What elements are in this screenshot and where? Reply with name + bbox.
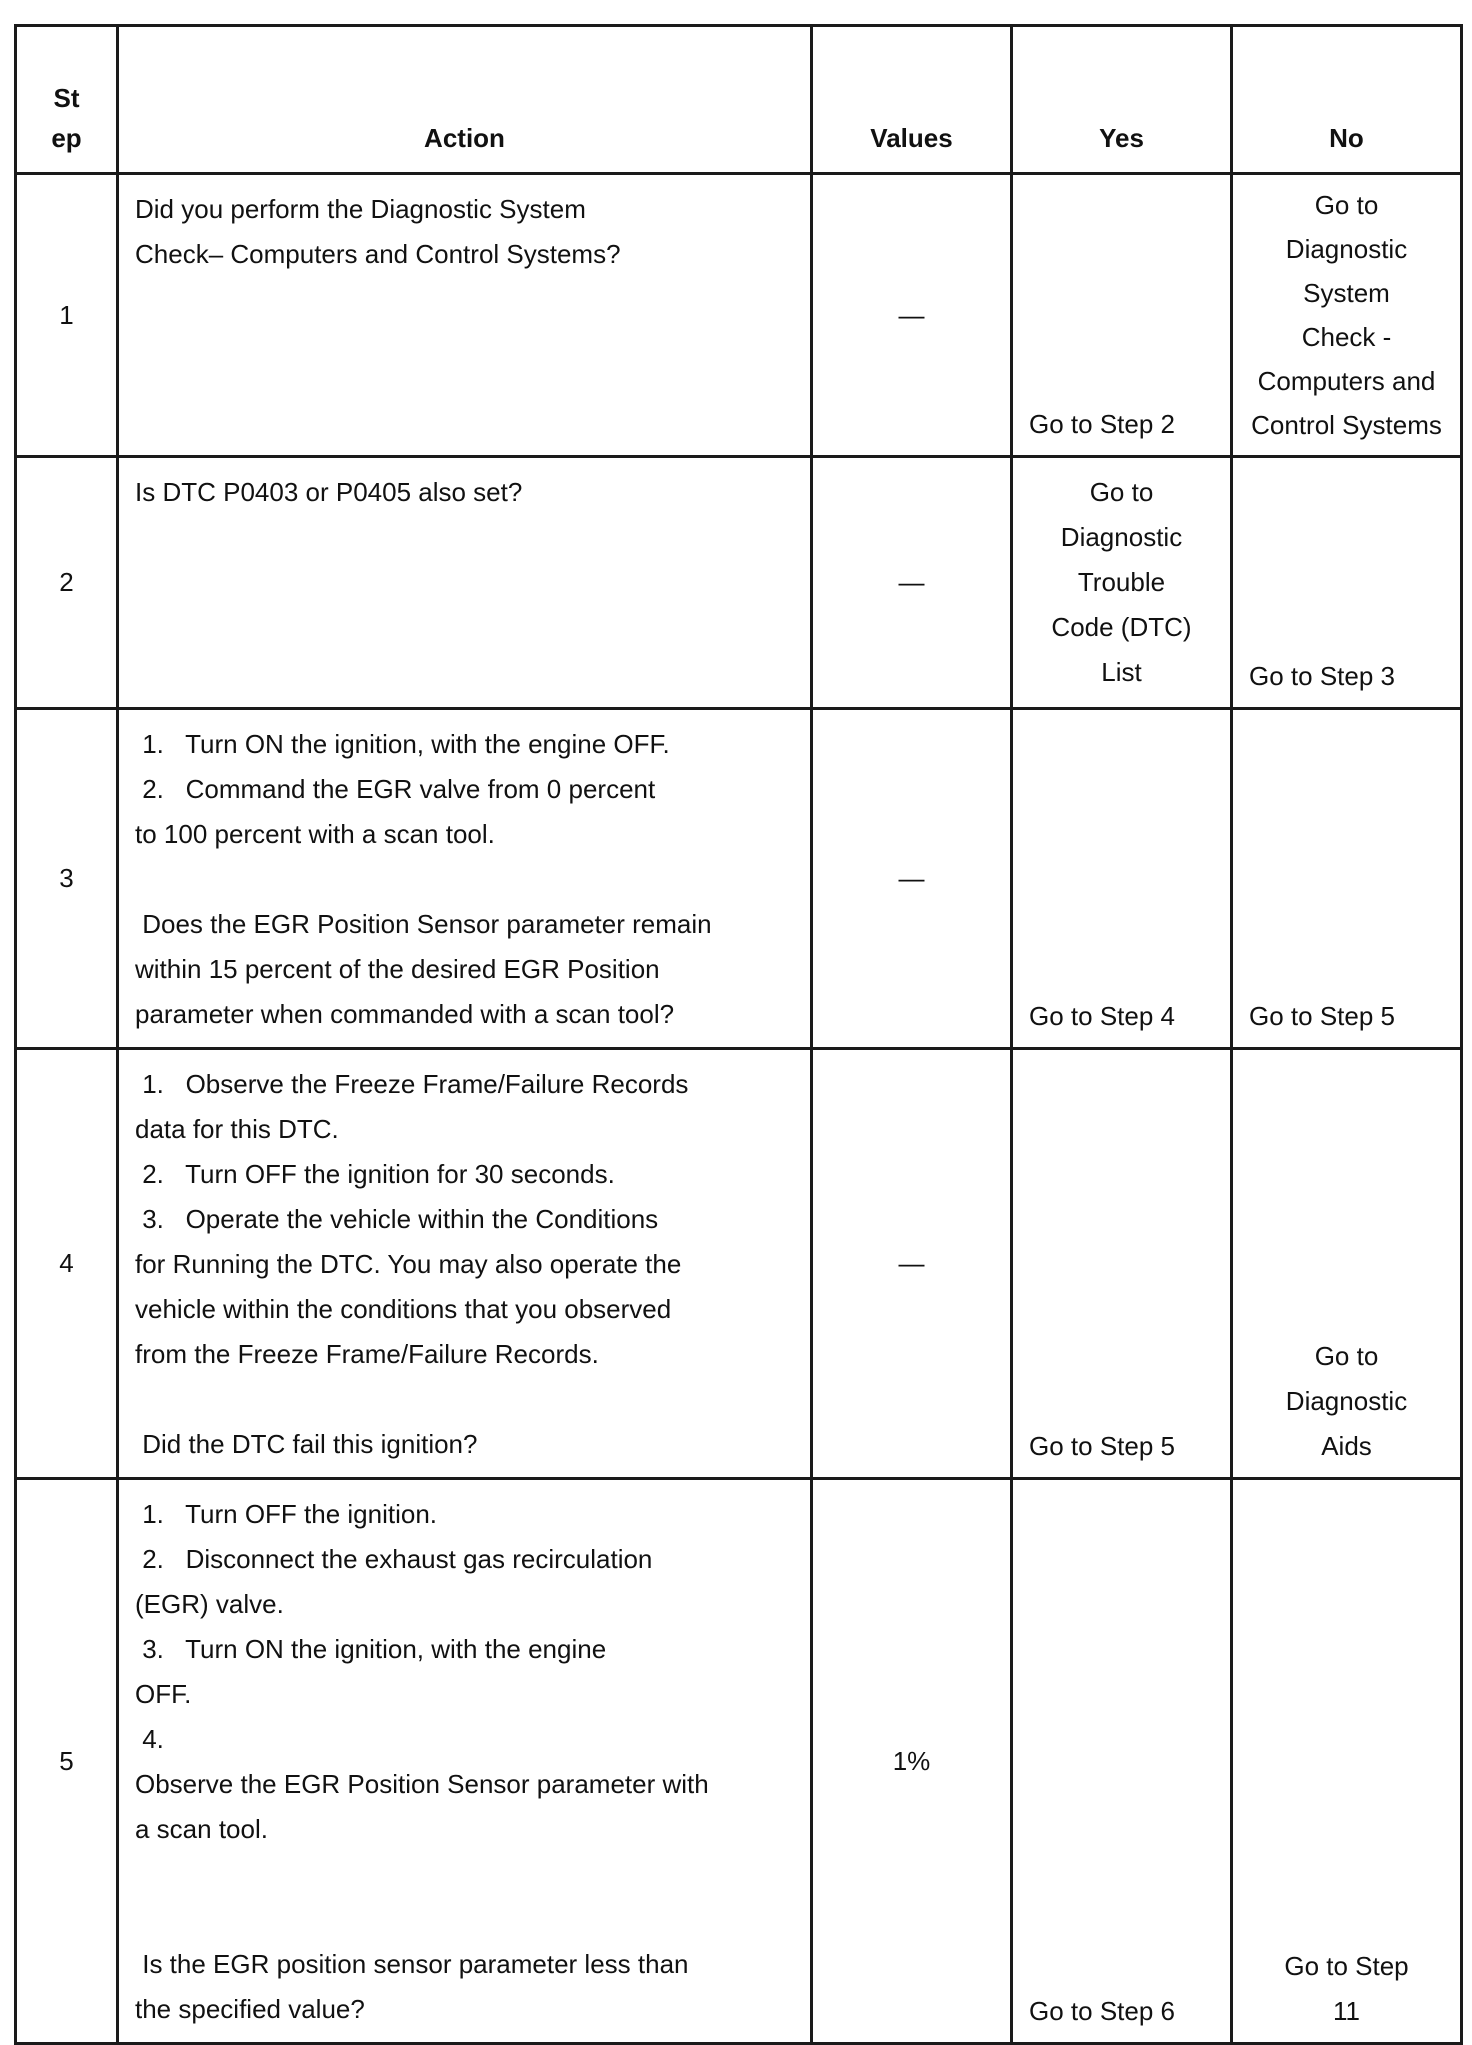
header-yes: Yes <box>1012 26 1232 174</box>
yes-link[interactable]: Go to Step 2 <box>1029 409 1175 439</box>
action-line: parameter when commanded with a scan tool? <box>135 999 675 1029</box>
action-line: Did the DTC fail this ignition? <box>135 1429 478 1459</box>
action-line <box>135 1897 796 1942</box>
action-line: from the Freeze Frame/Failure Records. <box>135 1339 599 1369</box>
no-link[interactable]: Go to Step 3 <box>1249 661 1395 691</box>
header-step-line-1: St <box>53 83 80 113</box>
yes-cell[interactable] <box>1012 457 1232 709</box>
no-link-line[interactable]: Control Systems <box>1251 410 1442 440</box>
no-link-line[interactable]: System <box>1303 278 1390 308</box>
action-cell <box>118 174 812 457</box>
no-cell[interactable] <box>1232 709 1462 1049</box>
step-number: 1 <box>16 174 118 457</box>
action-line: 3. Turn ON the ignition, with the engine <box>135 1634 607 1664</box>
action-line: 4. <box>135 1724 164 1754</box>
action-line: a scan tool. <box>135 1814 268 1844</box>
value-cell: — <box>812 457 1012 709</box>
action-cell <box>118 709 812 1049</box>
diagnostic-steps-table <box>14 24 1463 2045</box>
yes-link-line[interactable]: Trouble <box>1077 567 1166 597</box>
action-line: to 100 percent with a scan tool. <box>135 819 495 849</box>
table-row <box>16 457 1462 709</box>
yes-link-line[interactable]: List <box>1101 657 1142 687</box>
value-cell: — <box>812 709 1012 1049</box>
action-line: 3. Operate the vehicle within the Conditions <box>135 1204 659 1234</box>
action-line: within 15 percent of the desired EGR Position <box>135 954 660 984</box>
action-line: 2. Command the EGR valve from 0 percent <box>135 774 656 804</box>
action-line: 1. Turn ON the ignition, with the engine OFF. <box>135 729 670 759</box>
action-cell <box>118 457 812 709</box>
header-no: No <box>1232 26 1462 174</box>
table-row <box>16 1479 1462 2044</box>
action-line: 1. Observe the Freeze Frame/Failure Records <box>135 1069 689 1099</box>
table-row <box>16 174 1462 457</box>
action-line: vehicle within the conditions that you observed <box>135 1294 672 1324</box>
no-link-line[interactable]: Diagnostic <box>1285 234 1408 264</box>
action-line: (EGR) valve. <box>135 1589 284 1619</box>
no-cell[interactable] <box>1232 457 1462 709</box>
action-line: 2. Turn OFF the ignition for 30 seconds. <box>135 1159 615 1189</box>
yes-cell[interactable] <box>1012 174 1232 457</box>
action-line: the specified value? <box>135 1994 365 2024</box>
step-number: 5 <box>16 1479 118 2044</box>
header-step <box>16 26 118 174</box>
header-action: Action <box>118 26 812 174</box>
yes-link[interactable]: Go to Step 5 <box>1029 1431 1175 1461</box>
value-cell: 1% <box>812 1479 1012 2044</box>
yes-cell[interactable] <box>1012 1479 1232 2044</box>
action-line: Observe the EGR Position Sensor parameter with <box>135 1769 709 1799</box>
yes-cell[interactable] <box>1012 1049 1232 1479</box>
header-step-line-2: ep <box>51 123 82 153</box>
yes-link-line[interactable]: Go to <box>1089 477 1154 507</box>
table-header-row <box>16 26 1462 174</box>
action-line: for Running the DTC. You may also operate the <box>135 1249 682 1279</box>
no-link-line[interactable]: Check - <box>1301 322 1392 352</box>
no-link-line[interactable]: Diagnostic <box>1285 1386 1408 1416</box>
action-line <box>135 857 796 902</box>
no-cell[interactable] <box>1232 1479 1462 2044</box>
action-cell <box>118 1479 812 2044</box>
action-line: 1. Turn OFF the ignition. <box>135 1499 438 1529</box>
step-number: 4 <box>16 1049 118 1479</box>
action-line: data for this DTC. <box>135 1114 339 1144</box>
no-link-line[interactable]: Go to <box>1314 1341 1379 1371</box>
no-link[interactable]: Go to Step 5 <box>1249 1001 1395 1031</box>
action-line <box>135 1852 796 1897</box>
yes-link[interactable]: Go to Step 6 <box>1029 1996 1175 2026</box>
table-row <box>16 709 1462 1049</box>
action-line: Did you perform the Diagnostic System <box>135 194 586 224</box>
yes-link-line[interactable]: Code (DTC) <box>1051 612 1192 642</box>
no-link-line[interactable]: 11 <box>1333 1996 1360 2026</box>
no-link-line[interactable]: Aids <box>1321 1431 1372 1461</box>
action-cell <box>118 1049 812 1479</box>
no-cell[interactable] <box>1232 174 1462 457</box>
action-line <box>135 1377 796 1422</box>
no-link-line[interactable]: Computers and <box>1257 366 1436 396</box>
yes-link-line[interactable]: Diagnostic <box>1060 522 1183 552</box>
action-line: Is the EGR position sensor parameter less than <box>135 1949 689 1979</box>
action-line: 2. Disconnect the exhaust gas recirculation <box>135 1544 653 1574</box>
header-values: Values <box>812 26 1012 174</box>
action-line: Is DTC P0403 or P0405 also set? <box>135 477 523 507</box>
action-line: Does the EGR Position Sensor parameter remain <box>135 909 712 939</box>
yes-cell[interactable] <box>1012 709 1232 1049</box>
value-cell: — <box>812 174 1012 457</box>
step-number: 2 <box>16 457 118 709</box>
step-number: 3 <box>16 709 118 1049</box>
action-line: OFF. <box>135 1679 192 1709</box>
yes-link[interactable]: Go to Step 4 <box>1029 1001 1175 1031</box>
no-cell[interactable] <box>1232 1049 1462 1479</box>
table-row <box>16 1049 1462 1479</box>
no-link-line[interactable]: Go to <box>1314 190 1379 220</box>
action-line: Check– Computers and Control Systems? <box>135 239 621 269</box>
no-link-line[interactable]: Go to Step <box>1284 1951 1409 1981</box>
value-cell: — <box>812 1049 1012 1479</box>
